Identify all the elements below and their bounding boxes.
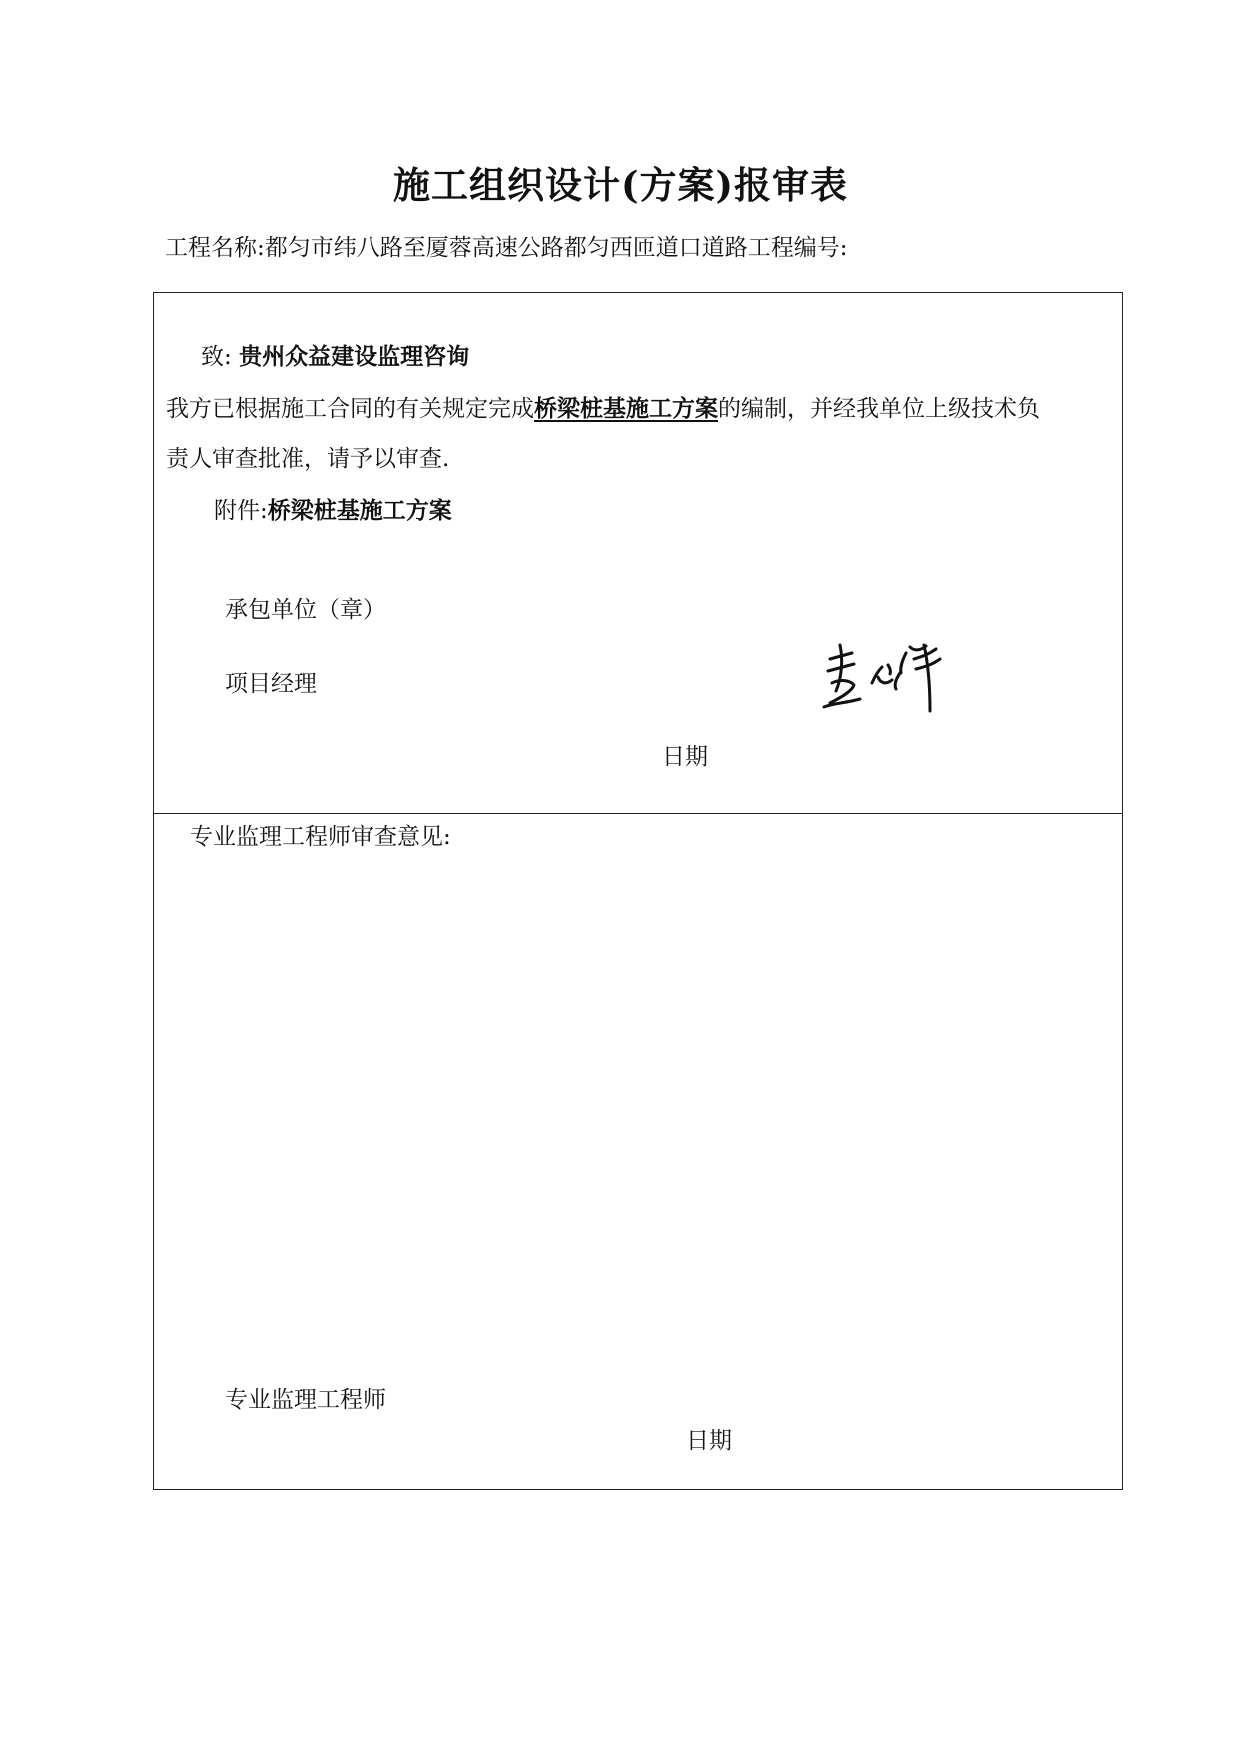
- recipient-value: 贵州众益建设监理咨询: [239, 343, 470, 370]
- project-name-line: [165, 229, 848, 262]
- attachment-line: [214, 499, 452, 523]
- project-name-value: 都匀市纬八路至厦蓉高速公路都匀西匝道口道路工程: [264, 235, 794, 261]
- project-manager-label: 项目经理: [225, 671, 317, 697]
- submission-plan-name: 桥梁桩基施工方案: [534, 395, 718, 422]
- supervising-engineer-label: 专业监理工程师: [225, 1387, 386, 1413]
- project-name-label: 工程名称:: [165, 235, 265, 261]
- review-date-label: 日期: [686, 1428, 732, 1454]
- document-title: 施工组织设计(方案)报审表: [392, 163, 848, 207]
- review-opinion-label: 专业监理工程师审查意见:: [190, 824, 451, 850]
- submission-body-line-2: 责人审查批准，请予以审查.: [166, 446, 450, 472]
- attachment-value: 桥梁桩基施工方案: [267, 497, 452, 524]
- approval-form-table: [153, 292, 1123, 1490]
- recipient-line: [201, 345, 469, 369]
- section-divider: [154, 813, 1122, 814]
- submission-body-prefix: 我方已根据施工合同的有关规定完成: [166, 396, 534, 422]
- project-manager-signature: [816, 633, 956, 713]
- submission-body-line-1: [166, 397, 1040, 421]
- contractor-seal-label: 承包单位（章）: [225, 597, 386, 623]
- submission-date-label: 日期: [662, 744, 708, 770]
- attachment-label: 附件:: [214, 498, 268, 524]
- project-number-label: 编号:: [793, 235, 848, 261]
- submission-body-suffix: 的编制，并经我单位上级技术负: [718, 396, 1040, 422]
- recipient-label: 致:: [201, 344, 232, 370]
